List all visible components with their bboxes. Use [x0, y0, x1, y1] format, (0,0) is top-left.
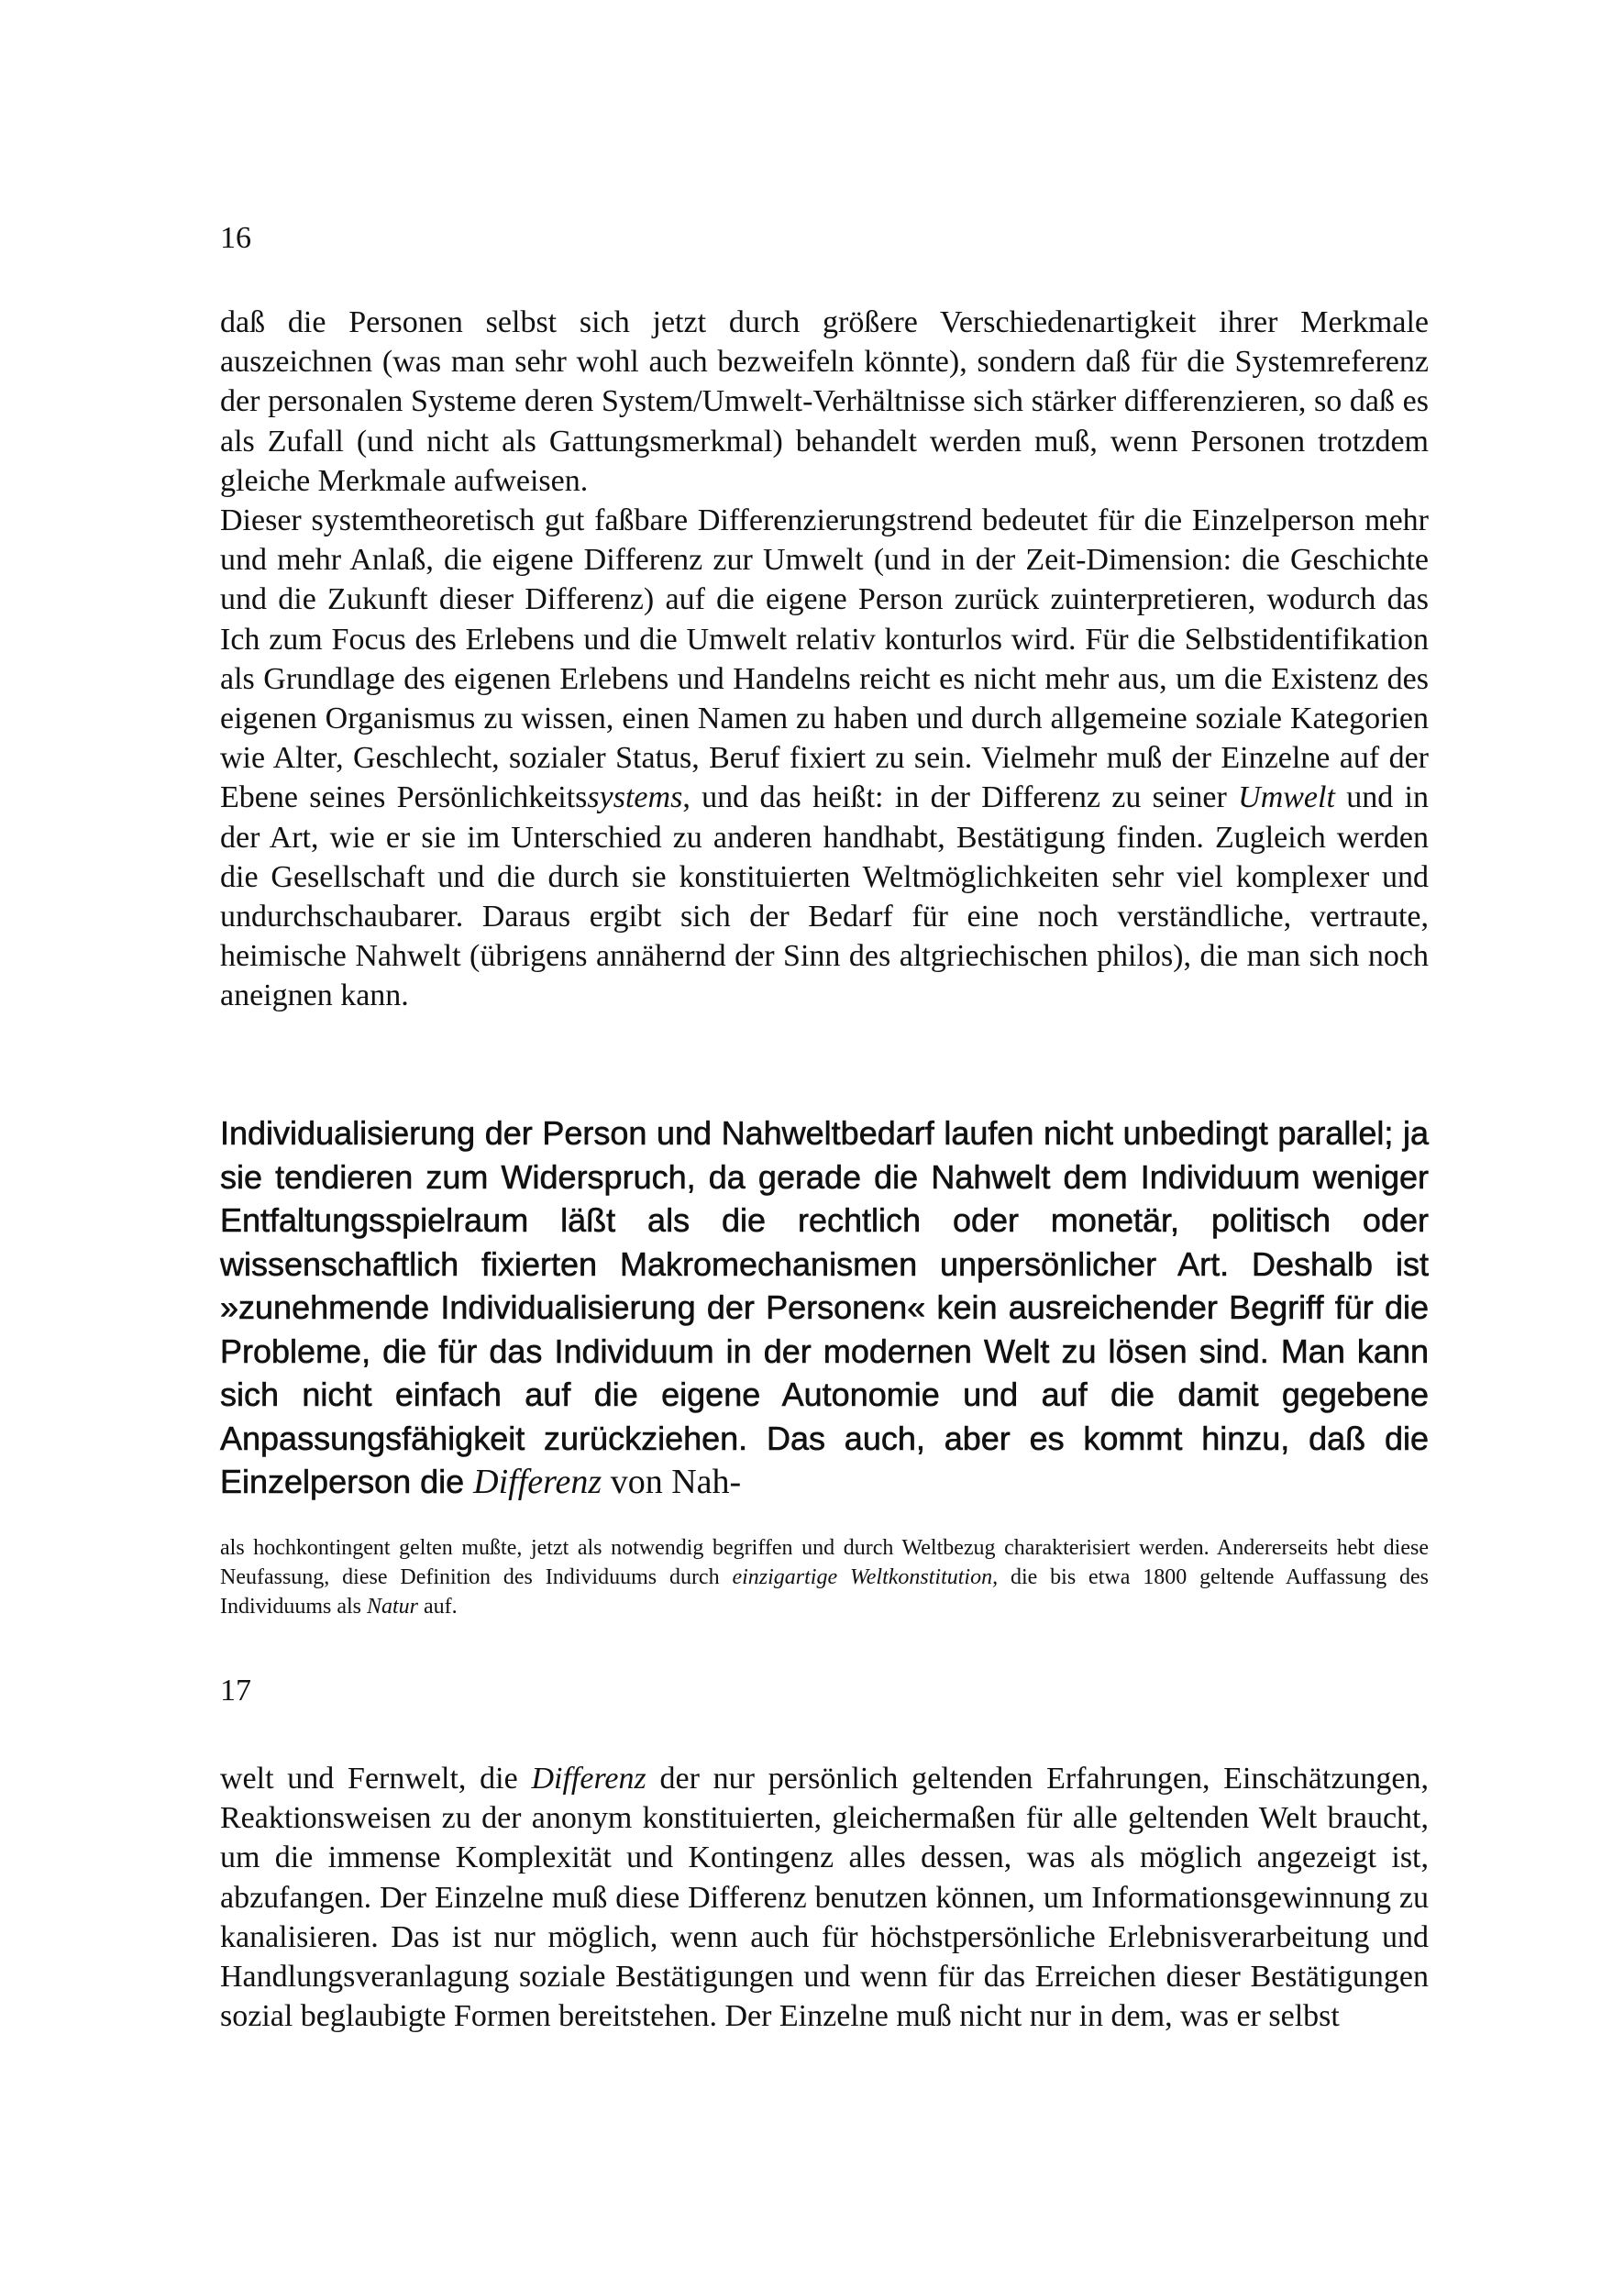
- bold-text-block: [220, 1111, 1429, 1505]
- paragraph-2-text-a: Dieser systemtheoretisch gut faßbare Differenzierungstrend bedeutet für die Einzelperson mehr und mehr Anlaß, die eigene Differenz zur Umwelt (und in der Zeit-Dimension: die Geschichte und die Zukunft dieser Differenz) auf die eigene Person zurück zuinterpretieren, wodurch das Ich zum Focus des Erlebens und die Umwelt relativ konturlos wird. Für die Selbstidentifikation als Grundlage des eigenen Erlebens und Handelns reicht es nicht mehr aus, um die Existenz des eigenen Organismus zu wissen, einen Namen zu haben und durch allgemeine soziale Kategorien wie Alter, Geschlecht, sozialer Status, Beruf fixiert zu sein. Vielmehr muß der Einzelne auf der Ebene seines Persönlichkeits: [220, 503, 1429, 815]
- footnote-text-a: als hochkontingent gelten mußte, jetzt als notwendig begriffen und durch Weltbezug charakterisiert werden. Andererseits hebt diese Neufassung, diese Definition des Individuums durch: [220, 1536, 1429, 1589]
- emphasis-systems: systems: [587, 780, 683, 815]
- footnote-text: [220, 1533, 1429, 1621]
- paragraph-2-text-c: und in der Art, wie er sie im Unterschied zu anderen handhabt, Bestätigung finden. Zugleich werden die Gesellschaft und die durch sie konstituierten Weltmöglichkeiten sehr viel komplexer und undurchschaubarer. Daraus ergibt sich der Bedarf für eine noch verständliche, vertraute, heimische Nahwelt (übrigens annähernd der Sinn des altgriechischen philos), die man sich noch aneignen kann.: [220, 780, 1429, 1013]
- page-number-bottom: 17: [220, 1674, 251, 1708]
- emphasis-differenz-bold: Differenz: [473, 1463, 602, 1501]
- paragraph-3-text-a: welt und Fernwelt, die: [220, 1762, 532, 1796]
- paragraph-2-text-b: , und das heißt: in der Differenz zu seiner: [682, 780, 1239, 815]
- footnote: [220, 1533, 1429, 1621]
- bold-paragraph-tail: von Nah-: [602, 1463, 742, 1501]
- emphasis-umwelt: Umwelt: [1238, 780, 1335, 815]
- footnote-text-b: die bis etwa 1800 geltende Auffassung des Individuums als: [220, 1565, 1430, 1619]
- paragraph-1: daß die Personen selbst sich jetzt durch größere Verschiedenartigkeit ihrer Merkmale auszeichnen (was man sehr wohl auch bezweifeln könnte), sondern daß für die Systemreferenz der personalen Systeme deren System/Umwelt-Verhältnisse sich stärker differenzieren, so daß es als Zufall (und nicht als Gattungsmerkmal) behandelt werden muß, wenn Personen trotzdem gleiche Merkmale aufweisen.: [220, 305, 1429, 498]
- bold-paragraph-text: Individualisierung der Person und Nahweltbedarf laufen nicht unbedingt parallel; ja sie tendieren zum Widerspruch, da gerade die Nahwelt dem Individuum weniger Entfaltungsspielraum läßt als die rechtlich oder monetär, politisch oder wissenschaftlich fixierten Makromechanismen unpersönlicher Art. Deshalb ist »zunehmende Individualisierung der Personen« kein ausreichender Begriff für die Probleme, die für das Individuum in der modernen Welt zu lösen sind. Man kann sich nicht einfach auf die eigene Autonomie und auf die damit gegebene Anpassungsfähigkeit zurückziehen. Das auch, aber es kommt hinzu, daß die Einzelperson die: [220, 1114, 1429, 1500]
- footnote-text-c: auf.: [418, 1595, 458, 1619]
- emphasis-natur: Natur: [367, 1595, 419, 1619]
- bold-paragraph: [220, 1111, 1429, 1505]
- paragraph-2: [220, 501, 1429, 1016]
- body-text-block-1: [220, 303, 1429, 1016]
- body-text-block-2: [220, 1759, 1429, 2036]
- page-number-top: 16: [220, 221, 251, 255]
- paragraph-3-text-b: der nur persönlich geltenden Erfahrungen, Einschätzungen, Reaktionsweisen zu der anonym konstituierten, gleichermaßen für alle geltenden Welt braucht, um die immense Komplexität und Kontingenz alles dessen, was als möglich angezeigt ist, abzufangen. Der Einzelne muß diese Differenz benutzen können, um Informationsgewinnung zu kanalisieren. Das ist nur möglich, wenn auch für höchstpersönliche Erlebnisverarbeitung und Handlungsveranlagung soziale Bestätigungen und wenn für das Erreichen dieser Bestätigungen sozial beglaubigte Formen bereitstehen. Der Einzelne muß nicht nur in dem, was er selbst: [220, 1762, 1429, 2034]
- emphasis-weltkonstitution: einzigartige Weltkonstitution,: [732, 1565, 999, 1589]
- emphasis-differenz: Differenz: [531, 1762, 646, 1796]
- paragraph-3: [220, 1759, 1429, 2036]
